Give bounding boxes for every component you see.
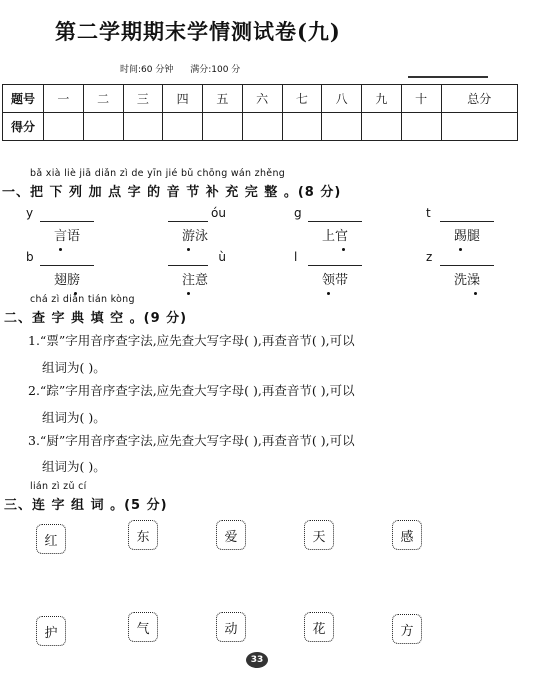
- character: 护: [44, 625, 58, 641]
- column-label: 八: [322, 85, 362, 113]
- character-box[interactable]: [392, 520, 422, 550]
- word: 翅膀: [53, 273, 80, 288]
- given-initial: b: [26, 250, 34, 264]
- score-table-header-row: [3, 85, 518, 113]
- character-box[interactable]: [304, 612, 334, 642]
- character: 感: [400, 529, 414, 545]
- answer-blank[interactable]: [440, 221, 494, 222]
- answer-blank[interactable]: [168, 265, 208, 266]
- time-limit: 时间:60 分钟: [120, 65, 174, 75]
- character-box[interactable]: [36, 524, 66, 554]
- column-label: 九: [362, 85, 402, 113]
- emphasis-dot: [459, 248, 462, 251]
- exam-title: 第二学期期末学情测试卷(九): [55, 19, 341, 44]
- score-table: [2, 84, 518, 141]
- character: 花: [312, 621, 326, 637]
- exam-meta: [120, 62, 254, 75]
- column-label: 二: [83, 85, 123, 113]
- phonetic-item: [426, 206, 502, 244]
- section1-pinyin: bǎ xià liè jiā diǎn zì de yīn jié bǔ chōng wán zhěng: [30, 168, 286, 179]
- character: 天: [312, 529, 326, 545]
- character-box[interactable]: [392, 614, 422, 644]
- word: 上官: [321, 229, 348, 244]
- section2-title: 二、查 字 典 填 空 。(9 分): [4, 311, 188, 326]
- character: 红: [44, 533, 58, 549]
- given-final: ù: [218, 250, 226, 264]
- character: 气: [136, 621, 150, 637]
- given-initial: z: [426, 250, 433, 264]
- emphasis-dot: [59, 248, 62, 251]
- word: 领带: [321, 273, 348, 288]
- given-initial: t: [426, 206, 431, 220]
- score-cell[interactable]: [441, 113, 518, 141]
- question-line: 1.“票”字用音序查字法,应先查大写字母( ),再查音节( ),可以: [28, 333, 355, 348]
- column-label: 六: [242, 85, 282, 113]
- column-label: 五: [203, 85, 243, 113]
- answer-blank[interactable]: [308, 265, 362, 266]
- column-label: 十: [401, 85, 441, 113]
- score-cell[interactable]: [123, 113, 163, 141]
- given-initial: y: [26, 206, 34, 220]
- word: 言语: [53, 229, 80, 244]
- character-box[interactable]: [128, 612, 158, 642]
- section3-title: 三、连 字 组 词 。(5 分): [4, 498, 168, 513]
- given-final: óu: [211, 206, 226, 220]
- question-line: 组词为( )。: [42, 360, 106, 375]
- emphasis-dot: [474, 292, 477, 295]
- score-cell[interactable]: [282, 113, 322, 141]
- column-label: 四: [163, 85, 203, 113]
- score-cell[interactable]: [322, 113, 362, 141]
- phonetic-item: [426, 250, 502, 288]
- given-initial: g: [294, 206, 302, 220]
- score-label: 得分: [3, 113, 44, 141]
- section1-title: 一、把 下 列 加 点 字 的 音 节 补 充 完 整 。(8 分): [2, 185, 342, 200]
- emphasis-dot: [342, 248, 345, 251]
- score-cell[interactable]: [242, 113, 282, 141]
- word: 注意: [181, 273, 208, 288]
- word: 洗澡: [453, 273, 480, 288]
- character: 东: [136, 529, 150, 545]
- question-line: 组词为( )。: [42, 410, 106, 425]
- question-number-label: 题号: [3, 85, 44, 113]
- phonetic-item: [160, 208, 230, 244]
- word: 游泳: [181, 229, 208, 244]
- character-box[interactable]: [304, 520, 334, 550]
- phonetic-item: [294, 206, 370, 244]
- answer-blank[interactable]: [40, 265, 94, 266]
- full-score: 满分:100 分: [190, 65, 241, 75]
- given-initial: l: [294, 250, 298, 264]
- column-label: 总分: [441, 85, 518, 113]
- answer-blank[interactable]: [308, 221, 362, 222]
- character: 方: [400, 623, 414, 639]
- score-cell[interactable]: [163, 113, 203, 141]
- score-table-score-row: [3, 113, 518, 141]
- score-cell[interactable]: [203, 113, 243, 141]
- answer-blank[interactable]: [40, 221, 94, 222]
- question-line: 组词为( )。: [42, 459, 106, 474]
- page-number: 33: [246, 652, 268, 668]
- column-label: 七: [282, 85, 322, 113]
- decorative-line: [408, 76, 488, 78]
- character: 爱: [224, 529, 238, 545]
- question-line: 2.“踪”字用音序查字法,应先查大写字母( ),再查音节( ),可以: [28, 383, 355, 398]
- score-cell[interactable]: [83, 113, 123, 141]
- emphasis-dot: [187, 292, 190, 295]
- character-box[interactable]: [128, 520, 158, 550]
- score-cell[interactable]: [362, 113, 402, 141]
- character-box[interactable]: [216, 520, 246, 550]
- answer-blank[interactable]: [168, 221, 208, 222]
- question-line: 3.“厨”字用音序查字法,应先查大写字母( ),再查音节( ),可以: [28, 433, 355, 448]
- score-cell[interactable]: [44, 113, 84, 141]
- column-label: 一: [44, 85, 84, 113]
- phonetic-item: [294, 250, 370, 288]
- score-cell[interactable]: [401, 113, 441, 141]
- word: 踢腿: [453, 229, 480, 244]
- phonetic-item: [160, 252, 230, 288]
- character-box[interactable]: [216, 612, 246, 642]
- emphasis-dot: [327, 292, 330, 295]
- phonetic-item: [26, 206, 102, 244]
- character: 动: [224, 621, 238, 637]
- phonetic-item: [26, 250, 102, 288]
- character-box[interactable]: [36, 616, 66, 646]
- emphasis-dot: [187, 248, 190, 251]
- answer-blank[interactable]: [440, 265, 494, 266]
- section2-pinyin: chá zì diǎn tián kòng: [30, 294, 135, 305]
- column-label: 三: [123, 85, 163, 113]
- section3-pinyin: lián zì zǔ cí: [30, 481, 87, 492]
